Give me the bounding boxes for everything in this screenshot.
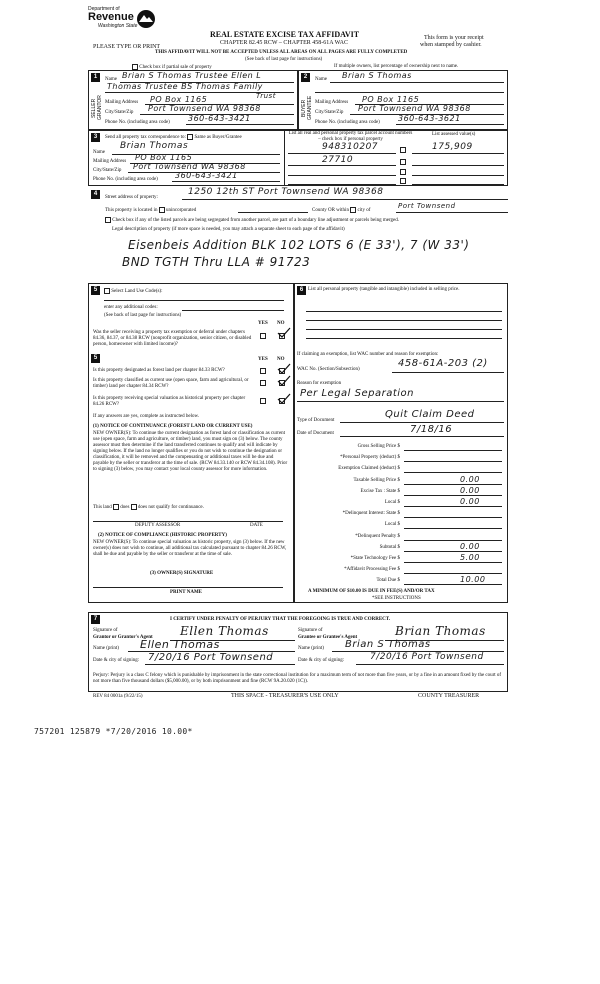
- deputy-assessor-label: DEPUTY ASSESSOR: [135, 523, 181, 528]
- rev-number: REV 84 0001a (9/22/15): [93, 694, 143, 699]
- section3-city[interactable]: Port Townsend WA 98368: [133, 162, 246, 171]
- fee-line: [404, 506, 502, 507]
- this-land-label: This land: [93, 505, 112, 511]
- section-2-number: 2: [301, 73, 310, 82]
- does-not-label: does not: [137, 505, 155, 511]
- reason-label: Reason for exemption: [297, 381, 342, 386]
- fee-label: Taxable Selling Price $: [353, 478, 400, 483]
- land-use-checkbox[interactable]: [104, 288, 110, 294]
- section3-name[interactable]: Brian Thomas: [120, 141, 189, 151]
- form-chapter: CHAPTER 82.45 RCW – CHAPTER 458-61A WAC: [220, 40, 348, 46]
- fee-value[interactable]: 0.00: [460, 486, 480, 495]
- wac-value[interactable]: 458-61A-203 (2): [398, 358, 488, 369]
- same-as-buyer-checkbox[interactable]: [187, 134, 193, 140]
- does-checkbox[interactable]: [113, 504, 119, 510]
- seller-city-label: City/State/Zip: [105, 110, 134, 115]
- exemption-claim-label: If claiming an exemption, list WAC number and reason for exemption:: [297, 352, 439, 357]
- buyer-phone-label: Phone No. (including area code): [315, 120, 380, 125]
- section-5b-number: 5: [91, 354, 100, 363]
- grantee-signature[interactable]: Brian Thomas: [395, 624, 486, 638]
- fee-value[interactable]: 0.00: [460, 497, 480, 506]
- fee-line: [404, 461, 502, 462]
- fee-line: [404, 562, 502, 563]
- street-address-label: Street address of property:: [105, 195, 158, 200]
- fee-label: Excise Tax : State $: [360, 489, 400, 494]
- fee-label: Subtotal $: [379, 545, 400, 550]
- fee-label: *Delinquent Penalty $: [355, 534, 400, 539]
- fee-value[interactable]: 0.00: [460, 475, 480, 484]
- yes-header-2: YES: [258, 357, 268, 362]
- fee-label: *Delinquent Interest: State $: [342, 511, 400, 516]
- seller-side-label: SELLER GRANTOR: [91, 95, 103, 121]
- certify-statement: I CERTIFY UNDER PENALTY OF PERJURY THAT THE FOREGOING IS TRUE AND CORRECT.: [170, 617, 391, 622]
- land-use-row: [104, 288, 163, 295]
- seller-name-2[interactable]: Thomas Trustee BS Thomas Family: [107, 82, 263, 91]
- property-located-row: [105, 207, 196, 214]
- parcel-2-personal-checkbox[interactable]: [400, 159, 406, 165]
- perjury-note: Perjury: Perjury is a class C felony which is punishable by imprisonment in the state correctional institution for a maximum term of not more than five years, or by a fine in an amount fixed by the court of not more than five thousand dollars ($5,000.00), or by both imprisonment and fine (RCW 9A.20.020 (1C)).: [93, 673, 502, 684]
- fee-line: [404, 528, 502, 529]
- q-forest-no-checkmark-icon: [277, 363, 291, 375]
- buyer-city-label: City/State/Zip: [315, 110, 344, 115]
- q-historic: Is this property receiving special valuation as historical property per chapter 84.26 RCW?: [93, 396, 246, 407]
- yes-header-1: YES: [258, 321, 268, 326]
- personal-property-label: List all personal property (tangible and intangible) included in selling price.: [308, 287, 460, 292]
- not-accepted-note: THIS AFFIDAVIT WILL NOT BE ACCEPTED UNLESS ALL AREAS ON ALL PAGES ARE FULLY COMPLETED: [155, 50, 408, 55]
- section3-mailing-label: Mailing Address: [93, 159, 127, 164]
- form-title: REAL ESTATE EXCISE TAX AFFIDAVIT: [210, 30, 360, 39]
- notice-2-title: (2) NOTICE OF COMPLIANCE (HISTORIC PROPERTY): [98, 533, 227, 538]
- notice-1-body: NEW OWNER(S): To continue the current designation as forest land or classification as current use (open space, farm and agriculture, or timber) land, you must sign on (3) below. The county assessor must then determine if the land transferred continues to qualify and will indicate by signing below. If the land no longer qualifies or you do not wish to continue the designation or classification, it will be removed and the compensating or additional taxes will be due and payable by the seller or transferor at the time of sale. (RCW 84.33.140 or RCW 84.34.108). Prior to signing (3) below, you may contact your local county assessor for more information.: [93, 431, 288, 472]
- grantor-date-city[interactable]: 7/20/16 Port Townsend: [148, 652, 274, 663]
- no-header-2: NO: [277, 357, 285, 362]
- seller-name-3[interactable]: Trust: [256, 92, 276, 100]
- section3-mailing[interactable]: PO Box 1165: [135, 153, 193, 162]
- q-current-use: Is this property classified as current use (open space, farm and agricultural, or timber) land per chapter 84.34 RCW?: [93, 378, 249, 389]
- fee-label: *Personal Property (deduct) $: [340, 455, 400, 460]
- fee-value[interactable]: 0.00: [460, 542, 480, 551]
- grantee-date-city-label: Date & city of signing:: [298, 658, 345, 663]
- section-1-number: 1: [91, 73, 100, 82]
- fee-label: *State Technology Fee $: [350, 556, 400, 561]
- q-exemption: Was the seller receiving a property tax exemption or deferral under chapters 84.36, 84.37, or 84.38 RCW (nonprofit organization, senior citizen, or disabled person, homeowner with limited income)?: [93, 330, 252, 347]
- no-header-1: NO: [277, 321, 285, 326]
- fee-label: Total Due $: [376, 578, 400, 583]
- fee-label: Local $: [384, 522, 400, 527]
- document-type-label: Type of Document: [297, 418, 335, 423]
- segregated-checkbox[interactable]: [105, 217, 111, 223]
- city-of-checkbox[interactable]: [350, 207, 356, 213]
- city-of-label: city of: [357, 208, 371, 214]
- continuance-row: [93, 504, 204, 511]
- county-or-row: [312, 207, 370, 214]
- fee-line: [404, 450, 502, 451]
- grantor-print-name[interactable]: Ellen Thomas: [140, 638, 220, 651]
- assessed-header: List assessed value(s): [432, 132, 476, 137]
- section3-name-label: Name: [93, 150, 105, 155]
- q-current-use-no-checkmark-icon: [277, 375, 291, 387]
- assessed-1[interactable]: 175,909: [432, 142, 473, 152]
- parcel-4-personal-checkbox[interactable]: [400, 178, 406, 184]
- document-date-label: Date of Document: [297, 431, 334, 436]
- grantee-date-city[interactable]: 7/20/16 Port Townsend: [370, 652, 484, 662]
- county-or-label: County OR within: [312, 208, 349, 214]
- seller-phone-label: Phone No. (including area code): [105, 120, 170, 125]
- fee-line: [404, 584, 502, 585]
- grantee-print-name[interactable]: Brian S Thomas: [345, 639, 431, 650]
- fee-line: [404, 472, 502, 473]
- section-5-number: 5: [91, 286, 100, 295]
- segregated-label: Check box if any of the listed parcels are being segregated from another parcel, are part of a boundary line adjustment or parcels being merged.: [112, 218, 399, 224]
- fee-line: [404, 484, 502, 485]
- additional-codes-label: enter any additional codes:: [104, 305, 158, 310]
- parcel-3-personal-checkbox[interactable]: [400, 169, 406, 175]
- fee-value[interactable]: 10.00: [460, 575, 486, 584]
- seller-name-1[interactable]: Brian S Thomas Trustee Ellen L: [122, 71, 262, 80]
- please-type: PLEASE TYPE OR PRINT: [93, 44, 161, 50]
- q-forest-yes-checkbox[interactable]: [260, 368, 266, 374]
- fee-line: [404, 551, 502, 552]
- section3-phone-label: Phone No. (including area code): [93, 177, 158, 182]
- owners-signature-label: (3) OWNER(S) SIGNATURE: [150, 571, 214, 576]
- q-historic-yes-checkbox[interactable]: [260, 398, 266, 404]
- fee-label: Gross Selling Price $: [357, 444, 400, 449]
- q-forest: Is this property designated as forest land per chapter 84.33 RCW?: [93, 368, 225, 373]
- parcel-list-header: List all real and personal property tax parcel account numbers – check box if personal property: [288, 131, 413, 142]
- buyer-phone[interactable]: 360-643-3621: [398, 114, 461, 123]
- grantor-print-label: Name (print): [93, 646, 119, 651]
- fee-label: *Affidavit Processing Fee $: [344, 567, 400, 572]
- fee-label: Local $: [384, 500, 400, 505]
- grantee-sig-label-2: Grantee or Grantee's Agent: [298, 635, 358, 640]
- q-exemption-yes-checkbox[interactable]: [260, 333, 266, 339]
- legal-description-label: Legal description of property (if more space is needed, you may attach a separate sheet to each page of the affidavit): [112, 227, 345, 232]
- print-name-label: PRINT NAME: [170, 590, 202, 595]
- grantee-print-label: Name (print): [298, 646, 324, 651]
- notice-2-body: NEW OWNER(S): To continue special valuation as historic property, sign (3) below. If the new owner(s) does not wish to continue, all additional tax calculated pursuant to chapter 84.26 RCW, shall be due and payable by the seller or transferor at the time of sale.: [93, 540, 287, 557]
- minimum-due-note: A MINIMUM OF $10.00 IS DUE IN FEE(S) AND/OR TAX: [308, 589, 435, 594]
- parcel-2[interactable]: 27710: [322, 155, 354, 165]
- wac-label: WAC No. (Section/Subsection): [297, 367, 360, 372]
- logo-dept-line: Department of: [88, 6, 120, 12]
- fee-line: [404, 517, 502, 518]
- buyer-name-label: Name: [315, 77, 327, 82]
- seller-city[interactable]: Port Townsend WA 98368: [148, 104, 261, 113]
- grantor-sig-label-2: Grantor or Grantor's Agent: [93, 635, 153, 640]
- grantor-date-city-label: Date & city of signing:: [93, 658, 140, 663]
- unincorporated-label: unincorporated: [166, 208, 197, 214]
- section-7-number: 7: [91, 615, 100, 624]
- see-instructions-note: *SEE INSTRUCTIONS: [372, 596, 421, 601]
- logo-state-line: Washington State: [98, 23, 138, 29]
- does-not-checkbox[interactable]: [131, 504, 137, 510]
- section-6-number: 6: [297, 286, 306, 295]
- street-address[interactable]: 1250 12th ST Port Townsend WA 98368: [188, 187, 384, 197]
- grantor-sig-label-1: Signature of: [93, 628, 118, 633]
- notice-1-title: (1) NOTICE OF CONTINUANCE (FOREST LAND OR CURRENT USE): [93, 424, 253, 429]
- qualify-label: qualify for continuance.: [155, 505, 204, 511]
- fee-value[interactable]: 5.00: [460, 553, 480, 562]
- fee-label: Exemption Claimed (deduct) $: [338, 466, 400, 471]
- buyer-city[interactable]: Port Townsend WA 98368: [358, 104, 471, 113]
- partial-sale-label: Check box if partial sale of property: [139, 65, 212, 71]
- legal-description-line-1[interactable]: Eisenbeis Addition BLK 102 LOTS 6 (E 33'), 7 (W 33'): [128, 238, 470, 252]
- seller-mailing[interactable]: PO Box 1165: [150, 95, 208, 104]
- revenue-mountain-icon: [136, 8, 156, 30]
- receipt-note-1: This form is your receipt: [424, 35, 484, 41]
- unincorporated-checkbox[interactable]: [159, 207, 165, 213]
- seller-phone[interactable]: 360-643-3421: [188, 114, 251, 123]
- section3-city-label: City/State/Zip: [93, 168, 122, 173]
- logo-revenue-word: Revenue: [88, 11, 134, 23]
- deputy-date-label: DATE: [250, 523, 263, 528]
- property-located-label: This property is located in: [105, 208, 158, 214]
- treasurer-receipt-stamp: 757201 125879 *7/20/2016 10.00*: [34, 727, 193, 736]
- fee-line: [404, 540, 502, 541]
- receipt-note-2: when stamped by cashier.: [420, 42, 482, 48]
- q-historic-no-checkmark-icon: [277, 393, 291, 405]
- same-as-buyer-label: Same as Buyer/Grantee: [194, 135, 242, 141]
- document-type-value[interactable]: Quit Claim Deed: [385, 409, 475, 420]
- buyer-mailing-label: Mailing Address: [315, 100, 349, 105]
- parcel-1-personal-checkbox[interactable]: [400, 147, 406, 153]
- fee-line: [404, 573, 502, 574]
- reason-value[interactable]: Per Legal Separation: [300, 388, 414, 399]
- fee-line: [404, 495, 502, 496]
- revenue-logo: [88, 6, 158, 42]
- legal-description-line-2[interactable]: BND TGTH Thru LLA # 91723: [122, 255, 311, 269]
- section-4-number: 4: [91, 190, 100, 199]
- seller-name-label: Name: [105, 77, 117, 82]
- parcel-1[interactable]: 948310207: [322, 142, 379, 152]
- buyer-name[interactable]: Brian S Thomas: [342, 71, 412, 80]
- grantee-sig-label-1: Signature of: [298, 628, 323, 633]
- buyer-side-label: BUYER GRANTEE: [301, 95, 313, 121]
- grantor-signature[interactable]: Ellen Thomas: [180, 624, 269, 638]
- buyer-mailing[interactable]: PO Box 1165: [362, 95, 420, 104]
- seller-mailing-label: Mailing Address: [105, 100, 139, 105]
- land-use-label: Select Land Use Code(s):: [111, 289, 163, 295]
- does-label: does: [120, 505, 130, 511]
- section3-phone[interactable]: 360-643-3421: [175, 171, 238, 180]
- see-back-note: (See back of last page for instructions): [245, 57, 323, 62]
- county-treasurer-label: COUNTY TREASURER: [418, 693, 480, 699]
- document-date-value[interactable]: 7/18/16: [410, 424, 453, 435]
- segregated-row: [105, 217, 399, 224]
- land-use-see-back: (See back of last page for instructions): [104, 313, 182, 318]
- section-3-number: 3: [91, 133, 100, 142]
- q-current-use-yes-checkbox[interactable]: [260, 380, 266, 386]
- multiple-owners-note: If multiple owners, list percentage of ownership next to name.: [334, 64, 459, 69]
- if-yes-note: If any answers are yes, complete as instructed below.: [93, 414, 200, 419]
- city-of-value[interactable]: Port Townsend: [398, 202, 456, 210]
- q-exemption-no-checkmark-icon: [277, 327, 291, 339]
- treasurer-space-label: THIS SPACE - TREASURER'S USE ONLY: [231, 693, 339, 699]
- send-correspondence-label: Send all property tax correspondence to:: [105, 135, 186, 141]
